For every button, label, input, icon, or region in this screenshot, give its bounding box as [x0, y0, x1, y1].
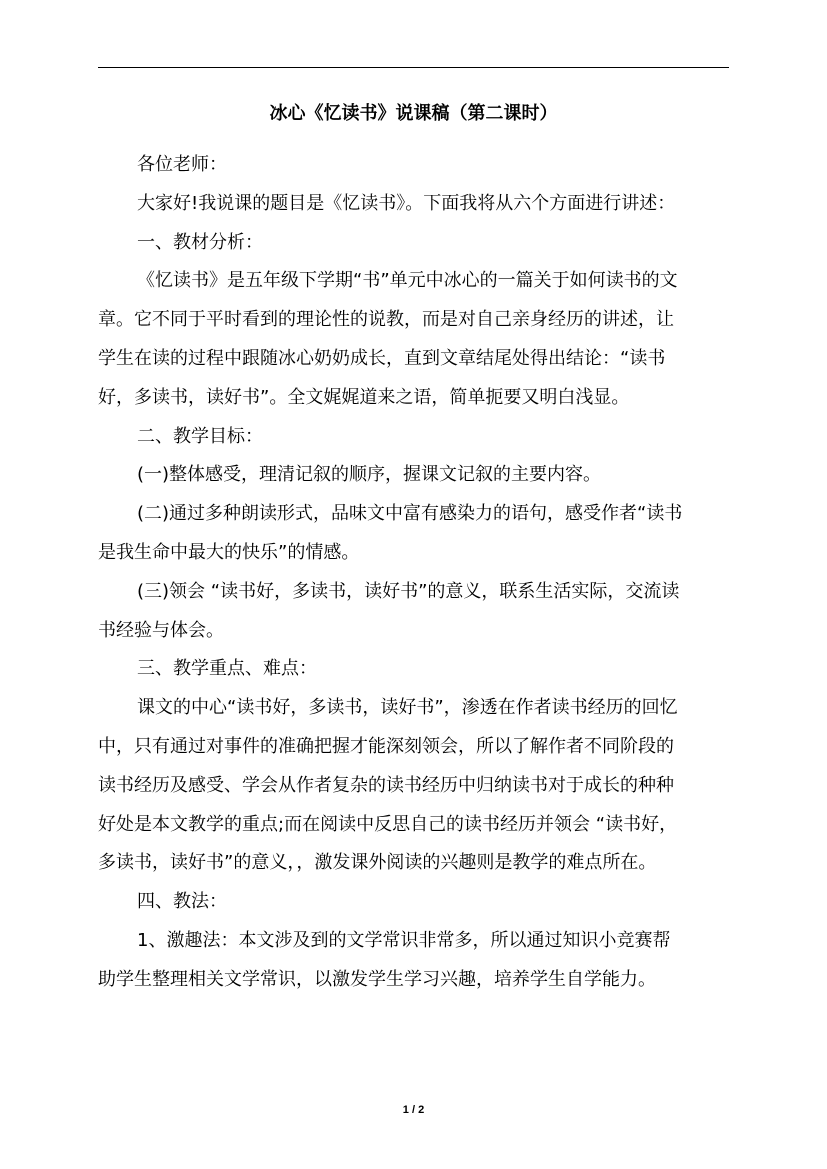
paragraph-line: 学生在读的过程中跟随冰心奶奶成长，直到文章结尾处得出结论：“读书 — [98, 347, 666, 369]
paragraph-line: 书经验与体会。 — [98, 619, 224, 641]
paragraph-line: 好处是本文教学的重点;而在阅读中反思自己的读书经历并领会 “读书好， — [98, 813, 678, 835]
paragraph-line: 读书经历及感受、学会从作者复杂的读书经历中归纳读书对于成长的种种 — [98, 774, 674, 796]
paragraph-line: 一、教材分析： — [137, 231, 263, 253]
header-divider — [98, 67, 729, 68]
paragraph-line: (三)领会 “读书好，多读书，读好书”的意义，联系生活实际，交流读 — [137, 580, 680, 602]
page-number: 1 / 2 — [402, 1104, 425, 1116]
paragraph-line: 各位老师： — [137, 154, 227, 175]
paragraph-line: 二、教学目标： — [137, 425, 263, 447]
document-body — [98, 146, 738, 1000]
paragraph-line: 中，只有通过对事件的准确把握才能深刻领会，所以了解作者不同阶段的 — [98, 735, 674, 757]
paragraph-line: 章。它不同于平时看到的理论性的说教，而是对自己亲身经历的讲述，让 — [98, 309, 674, 331]
paragraph-line: 课文的中心“读书好，多读书，读好书”，渗透在作者读书经历的回忆 — [137, 697, 678, 719]
paragraph-line: 1、激趣法：本文涉及到的文学常识非常多，所以通过知识小竞赛帮 — [137, 929, 671, 951]
paragraph-line: 四、教法： — [137, 891, 227, 913]
paragraph-line: 是我生命中最大的快乐”的情感。 — [98, 541, 360, 563]
paragraph-line: 大家好!我说课的题目是《忆读书》。下面我将从六个方面进行讲述： — [137, 192, 676, 214]
paragraph-line: 三、教学重点、难点： — [137, 658, 317, 680]
paragraph-line: 助学生整理相关文学常识，以激发学生学习兴趣，培养学生自学能力。 — [98, 968, 656, 990]
paragraph-line: 《忆读书》是五年级下学期“书”单元中冰心的一篇关于如何读书的文 — [137, 270, 678, 292]
paragraph-line: 好，多读书，读好书”。全文娓娓道来之语，简单扼要又明白浅显。 — [98, 386, 630, 408]
document-title: 冰心《忆读书》说课稿（第二课时） — [269, 103, 558, 124]
paragraph-line: 多读书，读好书”的意义，，激发课外阅读的兴趣则是教学的难点所在。 — [98, 852, 657, 874]
paragraph-line: (二)通过多种朗读形式，品味文中富有感染力的语句，感受作者“读书 — [137, 503, 683, 525]
paragraph-line: (一)整体感受，理清记叙的顺序，握课文记叙的主要内容。 — [137, 464, 602, 486]
